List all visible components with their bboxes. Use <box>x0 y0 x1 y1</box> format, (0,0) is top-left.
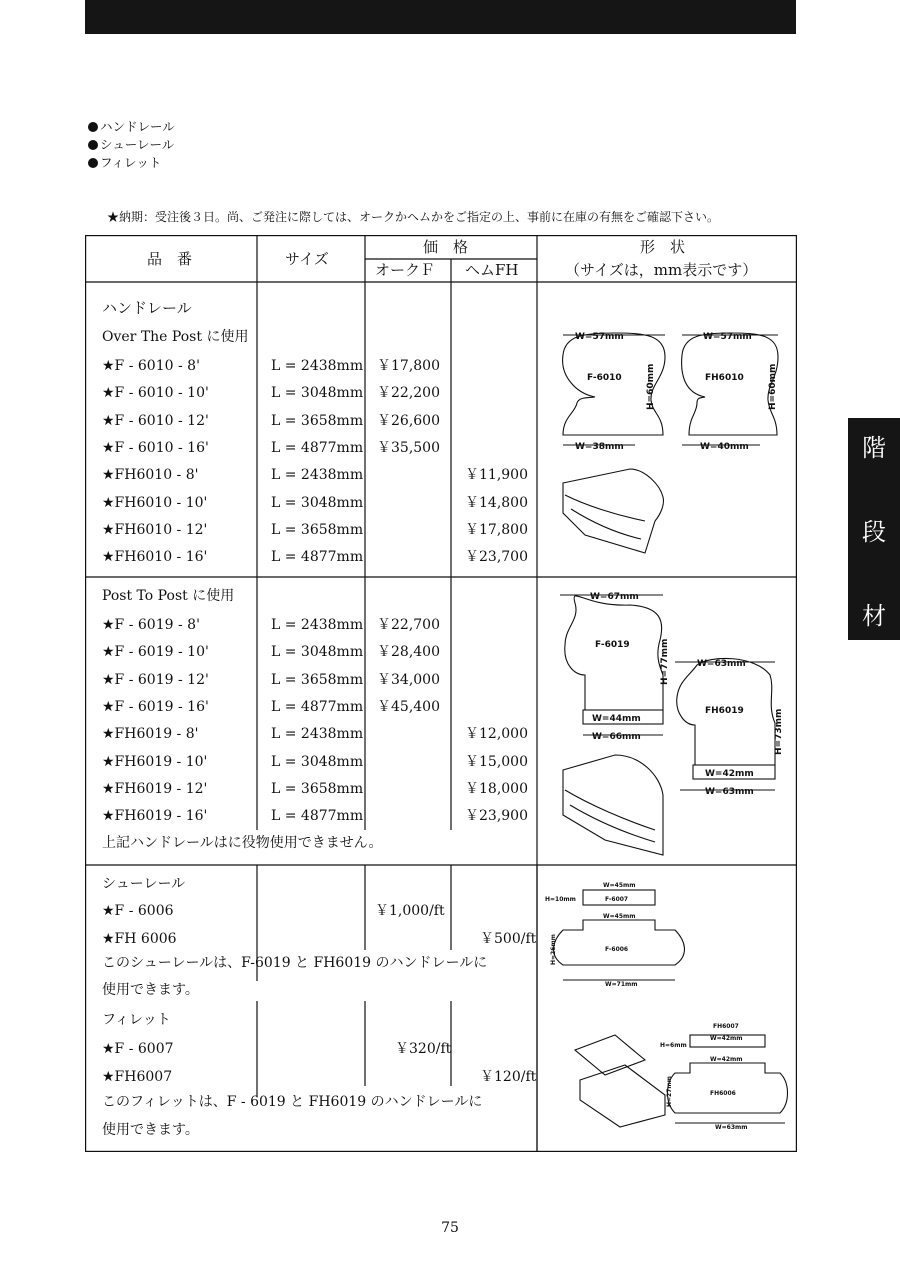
dim-6010-h: H=60mm <box>646 363 656 410</box>
shoe-code: ★F - 6006 <box>102 903 174 919</box>
dim-6010-w-bot: W=38mm <box>575 442 624 452</box>
fillet-fh6007-label: FH6007 <box>713 1023 739 1030</box>
row-code: ★FH6010 - 10' <box>102 494 208 511</box>
row-size: L = 3658mm <box>271 412 364 429</box>
row-size: L = 4877mm <box>271 808 364 825</box>
header-hem: ヘムFH <box>465 261 519 279</box>
row-size: L = 3048mm <box>271 644 364 661</box>
row-size: L = 4877mm <box>271 549 364 566</box>
row-size: L = 4877mm <box>271 439 364 456</box>
dim-6019-w-top: W=67mm <box>590 592 639 602</box>
shoe-code: ★FH 6006 <box>102 931 177 947</box>
header-oak: オークＦ <box>375 261 436 279</box>
row-code: ★FH6010 - 12' <box>102 521 208 538</box>
row-code: ★FH6019 - 16' <box>102 808 208 825</box>
row-oak-price: ￥45,400 <box>377 698 440 715</box>
row-code: ★FH6019 - 8' <box>102 726 199 743</box>
row-oak-price: ￥34,000 <box>377 671 440 688</box>
dim-fil-w1: W=42mm <box>710 1035 743 1042</box>
row-size: L = 3048mm <box>271 385 364 402</box>
header-shape-note: （サイズは，mm表示です） <box>565 261 758 279</box>
bullet-item: シューレール <box>88 136 175 154</box>
shoe-f6007-label: F-6007 <box>605 896 629 903</box>
row-size: L = 3658mm <box>271 671 364 688</box>
row-size: L = 3658mm <box>271 521 364 538</box>
delivery-note: ★納期：受注後３日。尚、ご発注に際しては、オークかヘムかをご指定の上、事前に在庫の有無をご確認下さい。 <box>107 210 720 224</box>
row-code: ★F - 6010 - 12' <box>102 412 209 429</box>
f6010-label: F-6010 <box>587 373 622 383</box>
header-price: 価 格 <box>423 238 469 256</box>
handrail-note: 上記ハンドレールはに役物使用できません。 <box>102 835 383 851</box>
row-code: ★F - 6019 - 12' <box>102 671 209 688</box>
row-oak-price: ￥17,800 <box>377 358 440 374</box>
row-size: L = 2438mm <box>271 358 364 374</box>
row-size: L = 2438mm <box>271 726 364 743</box>
fh6019-label: FH6019 <box>705 706 744 716</box>
row-code: ★F - 6019 - 16' <box>102 698 209 715</box>
row-hem-price: ￥18,000 <box>465 780 528 797</box>
row-hem-price: ￥11,900 <box>465 467 528 484</box>
section-fillet-title: フィレット <box>102 1012 171 1028</box>
row-oak-price: ￥28,400 <box>377 644 440 661</box>
section-post-to-post: Post To Post に使用 <box>102 588 235 604</box>
fillet-oak-price: ￥320/ft <box>395 1041 452 1057</box>
row-hem-price: ￥14,800 <box>465 494 528 511</box>
row-code: ★F - 6019 - 10' <box>102 644 209 661</box>
row-hem-price: ￥23,700 <box>465 549 528 566</box>
row-size: L = 2438mm <box>271 467 364 484</box>
dim-fh6019-w-inner: W=42mm <box>705 769 754 779</box>
shoe-hem-price: ￥500/ft <box>480 931 537 947</box>
dim-shoe-h10: H=10mm <box>545 896 576 903</box>
side-tab-char: 段 <box>862 518 886 546</box>
dim-shoe-w1: W=45mm <box>603 882 636 889</box>
row-code: ★F - 6010 - 10' <box>102 385 209 402</box>
header-code: 品 番 <box>147 250 193 268</box>
dim-fil-h27: H=27mm <box>666 1076 673 1107</box>
row-size: L = 3658mm <box>271 780 364 797</box>
row-code: ★FH6019 - 12' <box>102 780 208 797</box>
row-size: L = 3048mm <box>271 494 364 511</box>
dim-fh6019-h: H=73mm <box>774 708 784 755</box>
price-table <box>85 235 797 1152</box>
dim-6019-w-inner: W=44mm <box>592 714 641 724</box>
row-code: ★FH6010 - 16' <box>102 549 208 566</box>
dim-fil-h6: H=6mm <box>660 1042 687 1049</box>
fillet-note-line2: 使用できます。 <box>102 1122 199 1138</box>
row-size: L = 4877mm <box>271 698 364 715</box>
side-tab-char: 材 <box>862 602 886 630</box>
row-hem-price: ￥17,800 <box>465 521 528 538</box>
bullet-item: フィレット <box>88 154 175 172</box>
bullet-list <box>88 118 175 172</box>
row-oak-price: ￥22,700 <box>377 617 440 633</box>
dim-fh6010-h: H=60mm <box>768 363 778 410</box>
bullet-dot-icon <box>88 122 98 132</box>
dim-fh6019-w-top: W=63mm <box>697 659 746 669</box>
shoe-f6006-label: F-6006 <box>605 946 629 953</box>
category-side-tab <box>848 418 900 640</box>
header-size: サイズ <box>285 250 329 268</box>
dim-6019-h: H=77mm <box>660 638 670 685</box>
shoe-note-line2: 使用できます。 <box>102 982 199 998</box>
dim-fh6019-w-bot: W=63mm <box>705 787 754 797</box>
row-code: ★F - 6019 - 8' <box>102 617 200 633</box>
fh6010-label: FH6010 <box>705 373 744 383</box>
page-number: 75 <box>441 1220 459 1236</box>
f6019-label: F-6019 <box>595 640 630 650</box>
row-oak-price: ￥35,500 <box>377 439 440 456</box>
fillet-fh6006-label: FH6006 <box>710 1090 736 1097</box>
dim-fh6010-w-bot: W=40mm <box>700 442 749 452</box>
header-shape: 形 状 <box>640 238 686 256</box>
row-size: L = 3048mm <box>271 753 364 770</box>
dim-shoe-w2: W=45mm <box>603 913 636 920</box>
row-hem-price: ￥23,900 <box>465 808 528 825</box>
dim-shoe-w71: W=71mm <box>605 981 638 988</box>
row-code: ★F - 6010 - 8' <box>102 358 200 374</box>
bullet-item: ハンドレール <box>88 118 175 136</box>
dim-6019-w-bot: W=66mm <box>592 732 641 742</box>
row-oak-price: ￥26,600 <box>377 412 440 429</box>
fillet-code: ★FH6007 <box>102 1069 173 1085</box>
section-over-the-post: Over The Post に使用 <box>102 329 249 345</box>
fillet-note-line1: このフィレットは、F - 6019 と FH6019 のハンドレールに <box>102 1094 483 1110</box>
side-tab-char: 階 <box>862 434 886 462</box>
shoe-note-line1: このシューレールは、F-6019 と FH6019 のハンドレールに <box>102 955 488 971</box>
fillet-hem-price: ￥120/ft <box>480 1069 537 1085</box>
fillet-code: ★F - 6007 <box>102 1041 174 1057</box>
header-bar <box>85 0 796 34</box>
row-code: ★FH6010 - 8' <box>102 467 199 484</box>
row-hem-price: ￥15,000 <box>465 753 528 770</box>
dim-6010-w-top: W=57mm <box>575 332 624 342</box>
dim-fil-w2: W=42mm <box>710 1056 743 1063</box>
section-handrail-title: ハンドレール <box>102 299 192 317</box>
dim-shoe-h26: H=26mm <box>550 934 557 965</box>
shoe-oak-price: ￥1,000/ft <box>375 903 445 919</box>
bullet-dot-icon <box>88 140 98 150</box>
row-code: ★F - 6010 - 16' <box>102 439 209 456</box>
dim-fil-w63: W=63mm <box>715 1124 748 1131</box>
section-shoe-title: シューレール <box>102 876 186 892</box>
row-hem-price: ￥12,000 <box>465 726 528 743</box>
row-code: ★FH6019 - 10' <box>102 753 208 770</box>
row-size: L = 2438mm <box>271 617 364 633</box>
dim-fh6010-w-top: W=57mm <box>703 332 752 342</box>
bullet-dot-icon <box>88 158 98 168</box>
row-oak-price: ￥22,200 <box>377 385 440 402</box>
